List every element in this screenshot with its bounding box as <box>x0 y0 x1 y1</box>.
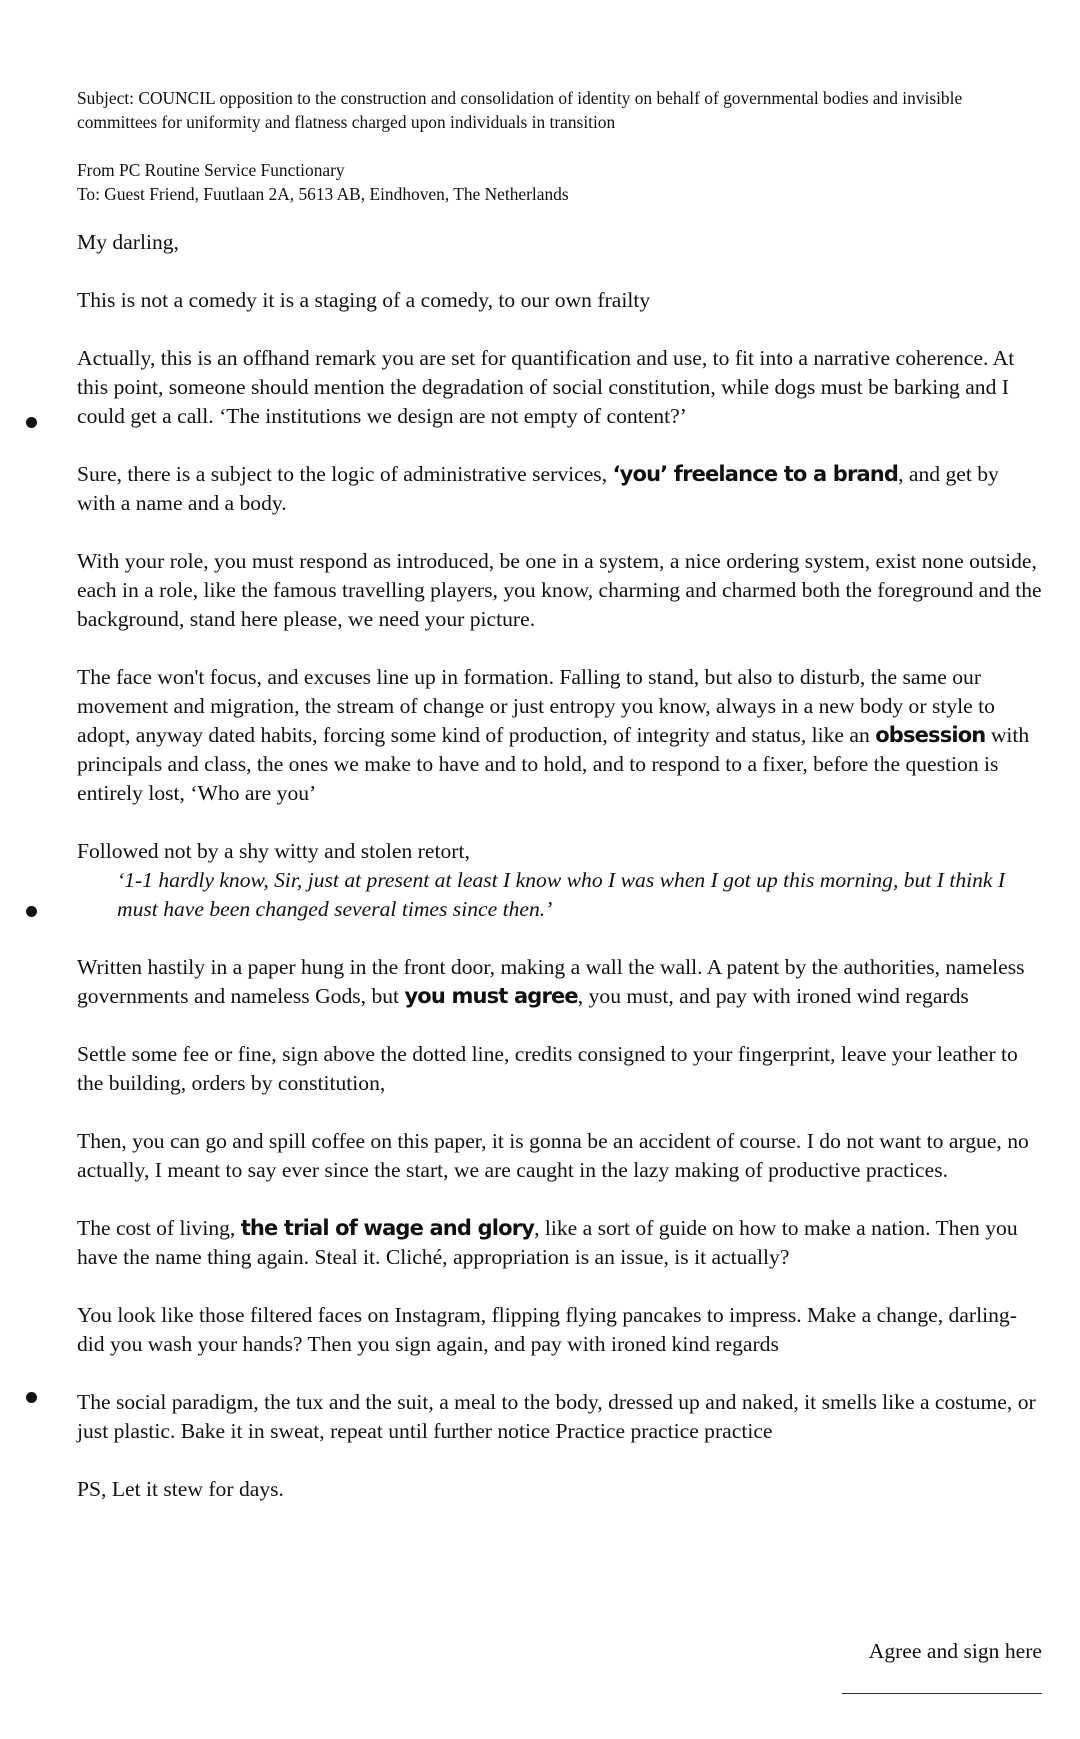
paragraph: With your role, you must respond as introduced, be one in a system, a nice ordering system, exist none outside, each in a role, like the famous travelling players, you know, charming and charmed both the foreground and the background, stand here please, we need your picture. <box>77 549 1042 631</box>
paragraph <box>77 663 1042 808</box>
greeting: My darling, <box>77 230 179 254</box>
letter-body <box>77 228 1042 1504</box>
to-line: To: Guest Friend, Fuutlaan 2A, 5613 AB, Eindhoven, The Netherlands <box>77 184 569 204</box>
highlight-text: obsession <box>875 723 986 747</box>
text-run: , like a sort of guide on how to make a nation. Then you have the name thing again. Steal it. Cliché, appropriation is an issue, is it actually? <box>77 1216 1018 1269</box>
bullet-dot <box>26 1392 37 1403</box>
highlight-text: you must agree <box>404 984 578 1008</box>
text-run: The cost of living, <box>77 1216 241 1240</box>
text-run: Written hastily in a paper hung in the front door, making a wall the wall. A patent by the authorities, nameless governments and nameless Gods, but <box>77 955 1025 1008</box>
text-run: with principals and class, the ones we make to have and to hold, and to respond to a fixer, before the question is entirely lost, ‘Who are you’ <box>77 723 1030 805</box>
paragraph: Settle some fee or fine, sign above the dotted line, credits consigned to your fingerprint, leave your leather to the building, orders by constitution, <box>77 1042 1018 1095</box>
paragraph: Then, you can go and spill coffee on this paper, it is gonna be an accident of course. I do not want to argue, no actually, I meant to say ever since the start, we are caught in the lazy making of productive practices. <box>77 1129 1029 1182</box>
text-run: Sure, there is a subject to the logic of administrative services, <box>77 462 613 486</box>
paragraph <box>77 460 1042 518</box>
signature-line[interactable] <box>842 1693 1042 1694</box>
text-run: , and get by with a name and a body. <box>77 462 999 515</box>
paragraph <box>77 837 1042 924</box>
highlight-text: ‘you’ freelance to a brand <box>612 462 899 486</box>
letter-content <box>77 86 1042 1533</box>
highlight-text: the trial of wage and glory <box>240 1216 535 1240</box>
paragraph <box>77 953 1042 1011</box>
paragraph: You look like those filtered faces on Instagram, flipping flying pancakes to impress. Make a change, darling-did you wash your hands? Then you sign again, and pay with ironed kind regards <box>77 1303 1017 1356</box>
subject-line: Subject: COUNCIL opposition to the construction and consolidation of identity on behalf of governmental bodies and invisible committees for uniformity and flatness charged upon individuals in transition <box>77 88 963 132</box>
paragraph <box>77 1214 1042 1272</box>
paragraph: Actually, this is an offhand remark you are set for quantification and use, to fit into a narrative coherence. At this point, someone should mention the degradation of social constitution, while dogs must be barking and I could get a call. ‘The institutions we design are not empty of content?’ <box>77 346 1015 428</box>
text-run: , you must, and pay with ironed wind regards <box>577 984 969 1008</box>
letter-header <box>77 86 1042 206</box>
paragraph: The social paradigm, the tux and the suit, a meal to the body, dressed up and naked, it smells like a costume, or just plastic. Bake it in sweat, repeat until further notice Practice practice practice <box>77 1390 1036 1443</box>
postscript: PS, Let it stew for days. <box>77 1477 284 1501</box>
text-run: The face won't focus, and excuses line up in formation. Falling to stand, but also to disturb, the same our movement and migration, the stream of change or just entropy you know, always in a new body or style to adopt, anyway dated habits, forcing some kind of production, of integrity and status, like an <box>77 665 995 747</box>
paragraph: This is not a comedy it is a staging of a comedy, to our own frailty <box>77 288 651 312</box>
from-line: From PC Routine Service Functionary <box>77 160 345 180</box>
bullet-dot <box>26 906 37 917</box>
signature-label: Agree and sign here <box>868 1639 1042 1663</box>
text-run: Followed not by a shy witty and stolen retort, <box>77 839 470 863</box>
block-quote: ‘1-1 hardly know, Sir, just at present at least I know who I was when I got up this morning, but I think I must have been changed several times since then.’ <box>117 868 1006 921</box>
bullet-dot <box>26 417 37 428</box>
